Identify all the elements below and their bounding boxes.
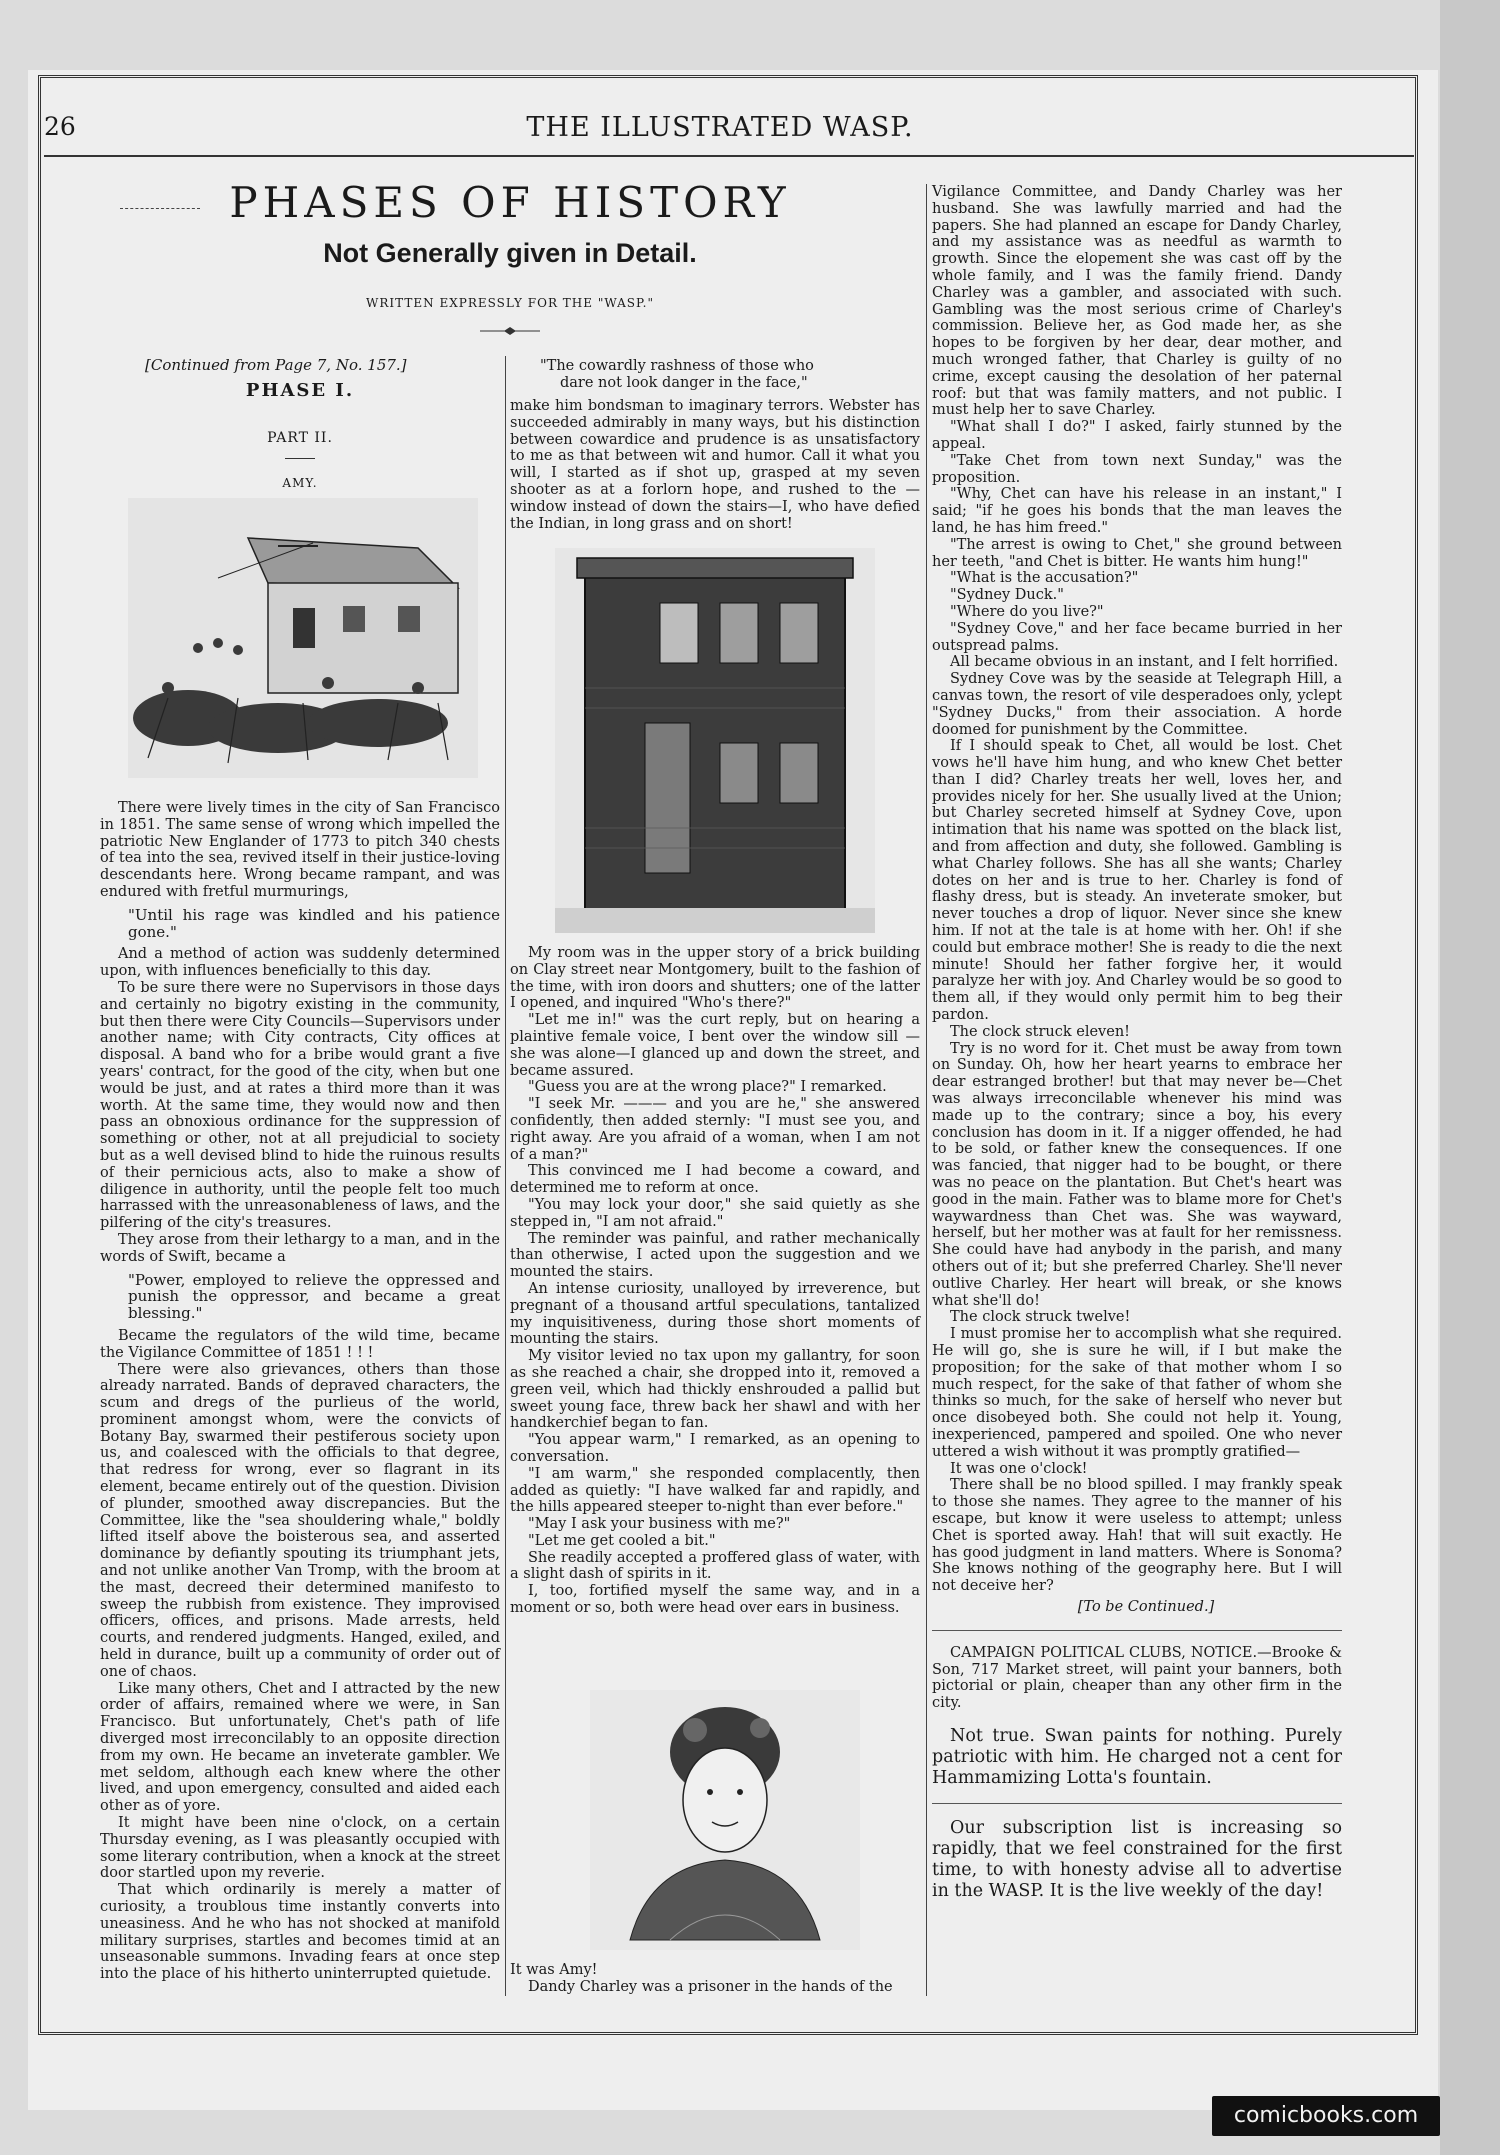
- paragraph: It might have been nine o'clock, on a certain Thursday evening, as I was pleasantly occupied with some literary contribution, when a knock at the street door startled upon my reverie.: [100, 1815, 500, 1882]
- section-divider: [932, 1803, 1342, 1804]
- paragraph: The clock struck eleven!: [950, 1023, 1130, 1040]
- paragraph: The reminder was painful, and rather mechanically than otherwise, I acted upon the suggestion and we mounted the stairs.: [510, 1230, 920, 1281]
- paragraph: That which ordinarily is merely a matter of curiosity, a troublous time instantly converts into uneasiness. And he who has not shocked at manifold military surprises, startles and becomes timid at an unseasonable summons. Invading fears at once step into the place of his hitherto uninterrupted quietude.: [100, 1882, 500, 1983]
- verse-quote: [510, 358, 920, 392]
- column-1: [100, 800, 500, 1983]
- paragraph: "Let me get cooled a bit.": [528, 1532, 716, 1549]
- page-number: 26: [44, 112, 76, 141]
- column-rule: [926, 184, 927, 1996]
- paragraph: She readily accepted a proffered glass of water, with a slight dash of spirits in it.: [510, 1549, 920, 1583]
- quote: "Until his rage was kindled and his patience gone.": [128, 905, 500, 941]
- paragraph: "I am warm," she responded complacently, then added as quietly: "I have walked far and rapidly, and the hills appeared steeper to-night than ever before.": [510, 1465, 920, 1516]
- phase-heading: PHASE I.: [245, 380, 355, 401]
- paragraph: Became the regulators of the wild time, became the Vigilance Committee of 1851 ! ! !: [100, 1327, 500, 1361]
- part-heading: PART II.: [267, 430, 333, 446]
- paragraph: make him bondsman to imaginary terrors. Webster has succeeded admirably in many ways, but his distinction between cowardice and prudence is as unsatisfactory to me as that between wit and humor. Call it what you will, I started as if shot up, grasped at my seven shooter as at a forlorn hope, and rushed to the —window instead of down the stairs—I, who have defied the Indian, in long grass and on short!: [510, 398, 920, 532]
- paragraph: And a method of action was suddenly determined upon, with influences beneficially to this day.: [100, 946, 500, 980]
- verse-line: "The cowardly rashness of those who: [540, 358, 814, 374]
- paragraph: "You may lock your door," she said quietly as she stepped in, "I am not afraid.": [510, 1196, 920, 1230]
- paragraph: "What shall I do?" I asked, fairly stunned by the appeal.: [932, 419, 1342, 452]
- watermark-logo: comicbooks.com: [1212, 2096, 1440, 2136]
- header-rule: [44, 155, 1414, 157]
- article-byline: WRITTEN EXPRESSLY FOR THE "WASP.": [366, 296, 654, 310]
- verse-line: dare not look danger in the face,": [560, 375, 808, 391]
- paragraph: It was one o'clock!: [950, 1460, 1088, 1477]
- paragraph: "Take Chet from town next Sunday," was the proposition.: [932, 452, 1342, 486]
- paragraph: "May I ask your business with me?": [528, 1516, 791, 1533]
- paragraph: "Sydney Duck.": [950, 587, 1064, 604]
- paragraph: The clock struck twelve!: [950, 1309, 1131, 1326]
- paragraph: Vigilance Committee, and Dandy Charley was her husband. She was lawfully married and had the papers. She had planned an escape for Dandy Charley, and my assistance was as needful as warmth to growth. Since the elopement she was cast off by the whole family, and I was the family friend. Dandy Charley was a gambler, and associated with such. Gambling was the most serious crime of Charley's commission. Believe her, as God made her, as she hopes to be forgiven by her dear, dear mother, and much wronged father, that Charley is guilty of no crime, except causing the desolation of her paternal roof: but that was family matters, and not public. I must help her to save Charley.: [932, 184, 1342, 419]
- paragraph: Sydney Cove was by the seaside at Telegraph Hill, a canvas town, the resort of vile desperadoes only, yclept "Sydney Ducks," from their association. A horde doomed for punishment by the Committee.: [932, 671, 1342, 738]
- paragraph: They arose from their lethargy to a man, and in the words of Swift, became a: [100, 1231, 500, 1265]
- paragraph: If I should speak to Chet, all would be lost. Chet vows he'll have him hung, and who knew Chet better than I did? Charley treats her well, loves her, and provides nicely for her. She usually lived at the Union; but Charley secreted himself at Sydney Cove, upon intimation that his name was spotted on the black list, and from affection and duty, she followed. Gambling is what Charley follows. She has all she wants; Charley dotes on her and is true to her. Charley is fond of flashy dress, but is steady. An inveterate smoker, but never touches a drop of liquor. Never since she knew him. If not at the tale is at home with her. Oh! if she could but embrace mother! She is ready to die the next minute! Should her father forgive her, it would paralyze her with joy. And Charley would be so good to them all, if they would only permit him to beg their pardon.: [932, 738, 1342, 1024]
- paragraph: "I seek Mr. ——— and you are he," she answered confidently, then added sternly: "I must see you, and right away. Are you afraid of a woman, when I am not of a man?": [510, 1096, 920, 1163]
- not-true-paragraph: Not true. Swan paints for nothing. Purely patriotic with him. He charged not a cent for Hammamizing Lotta's fountain.: [932, 1725, 1342, 1788]
- paragraph: "Let me in!" was the curt reply, but on hearing a plaintive female voice, I bent over the window sill —she was alone—I glanced up and down the street, and became assured.: [510, 1012, 920, 1079]
- section-rule: [285, 458, 315, 459]
- continued-from-note: [Continued from Page 7, No. 157.]: [145, 356, 407, 374]
- paragraph: Like many others, Chet and I attracted by the new order of affairs, remained where we were, in San Francisco. But unfortunately, Chet's path of life diverged most irreconcilably to an opposite direction from my own. He became an inveterate gambler. We met seldom, although each knew where the other lived, and upon emergency, consulted and aided each other as of yore.: [100, 1680, 500, 1815]
- section-divider: [932, 1630, 1342, 1631]
- column-3: [932, 184, 1342, 1902]
- article-title: PHASES OF HISTORY: [229, 178, 791, 227]
- paragraph: It was Amy!: [510, 1962, 598, 1978]
- paragraph: There shall be no blood spilled. I may frankly speak to those she names. They agree to the manner of his escape, but know it were useless to attempt; unless Chet is sported away. Hah! that will suit exactly. He has good judgment in land matters. Where is Sonoma? She knows nothing of the geography here. But I will not deceive her?: [932, 1477, 1342, 1595]
- column-2-bottom: [510, 1962, 920, 1996]
- paragraph: I, too, fortified myself the same way, and in a moment or so, both were head over ears in business.: [510, 1583, 920, 1617]
- amy-portrait-illustration: [590, 1690, 860, 1950]
- illustration-caption: AMY.: [282, 476, 318, 490]
- ornament-divider: [480, 326, 540, 337]
- paragraph: "The arrest is owing to Chet," she ground between her teeth, "and Chet is bitter. He wants him hung!": [932, 536, 1342, 570]
- brick-building-illustration: [555, 548, 875, 933]
- article-subtitle: Not Generally given in Detail.: [323, 238, 697, 268]
- column-2: [510, 945, 920, 1617]
- column-rule: [505, 356, 506, 1996]
- paragraph: An intense curiosity, unalloyed by irreverence, but pregnant of a thousand artful speculations, tantalized my inquisitiveness, during those short moments of mounting the stairs.: [510, 1280, 920, 1348]
- paragraph: Dandy Charley was a prisoner in the hands of the: [528, 1978, 893, 1995]
- paragraph: Try is no word for it. Chet must be away from town on Sunday. Oh, how her heart yearns to embrace her dear estranged brother! but that may never be—Chet was always irreconcilable whenever his mind was made up to the contrary; since a boy, his every conclusion has doom in it. If a nigger offended, he had to be sold, or father knew the consequences. If one was fancied, that nigger had to be bought, or there was no peace on the plantation. But Chet's heart was good in the main. Father was to blame more for Chet's waywardness than Chet was. She was wayward, herself, but her mother was at fault for her remissness. She could have had anybody in the parish, and many others out of it; but she preferred Charley. She'll never outlive Charley. Her heart will break, or she knows what she'll do!: [932, 1040, 1342, 1309]
- quote: "Power, employed to relieve the oppressed and punish the oppressor, and became a great blessing.": [128, 1270, 500, 1323]
- column-2-top: [510, 398, 920, 532]
- paragraph: I must promise her to accomplish what she required. He will go, she is sure he will, if I but make the proposition; for the sake of that mother whom I so much respect, for the sake of that father of whom she thinks so much, for the sake of herself who never but once disobeyed both. She could not help it. Young, inexperienced, pampered and spoiled. One who never uttered a wish without it was promptly gratified—: [932, 1326, 1342, 1460]
- paragraph: My room was in the upper story of a brick building on Clay street near Montgomery, built to the fashion of the time, with iron doors and shutters; one of the latter I opened, and inquired "Who's there?": [510, 945, 920, 1012]
- running-head: THE ILLUSTRATED WASP.: [526, 112, 914, 143]
- paragraph: "Where do you live?": [950, 603, 1104, 620]
- hanging-scene-illustration: [128, 498, 478, 778]
- page-edge: [1440, 0, 1500, 2155]
- paragraph: My visitor levied no tax upon my gallantry, for soon as she reached a chair, she dropped into it, removed a green veil, which had thickly enshrouded a pallid but sweet young face, threw back her shawl and with her handkerchief began to fan.: [510, 1348, 920, 1432]
- paragraph: "Why, Chet can have his release in an instant," I said; "if he goes his bonds that the man leaves the land, he has him freed.": [932, 486, 1342, 536]
- paragraph: There were also grievances, others than those already narrated. Bands of depraved characters, the scum and dregs of the purlieus of the world, prominent amongst whom, were the convicts of Botany Bay, swarmed their pestiferous society upon us, and coalesced with the officials to that degree, that redress for wrong, ever so flagrant in its element, became entirely out of the question. Division of plunder, smoothed away discrepancies. But the Committee, like the "sea shouldering whale," boldly lifted itself above the boisterous sea, and asserted dominance by defiantly spouting its triumphant jets, and not unlike another Van Tromp, with the broom at the mast, decreed their determined manifesto to sweep the rubbish from existence. They improvised officers, offices, and prisons. Made arrests, held courts, and rendered judgments. Hanged, exiled, and held in durance, built up a community of order out of one of chaos.: [100, 1361, 500, 1680]
- paragraph: "Guess you are at the wrong place?" I remarked.: [528, 1079, 887, 1096]
- paragraph: "What is the accusation?": [950, 570, 1139, 587]
- to-be-continued: [To be Continued.]: [1077, 1598, 1215, 1615]
- paragraph: To be sure there were no Supervisors in those days and certainly no bigotry existing in the community, but then there were City Councils—Supervisors under another name; with City contracts, City offices at disposal. A band who for a bribe would grant a five years' contract, for the good of the city, when but one would be just, and at rates a third more than it was worth. At the same time, they would now and then pass an obnoxious ordinance for the suppression of something or other, not at all prejudicial to society but as a well devised blind to hide the ruinous results of their pernicious acts, also to make a show of diligence in authority, until the people felt too much harrassed with the unreasonableness of laws, and the pilfering of the city's treasures.: [100, 979, 500, 1232]
- campaign-notice: CAMPAIGN POLITICAL CLUBS, NOTICE.—Brooke & Son, 717 Market street, will paint your banners, both pictorial or plain, cheaper than any other firm in the city.: [932, 1644, 1342, 1712]
- paragraph: All became obvious in an instant, and I felt horrified.: [950, 654, 1339, 671]
- paragraph: "Sydney Cove," and her face became burried in her outspread palms.: [932, 620, 1342, 654]
- paragraph: This convinced me I had become a coward, and determined me to reform at once.: [510, 1163, 920, 1197]
- paragraph: There were lively times in the city of San Francisco in 1851. The same sense of wrong which impelled the patriotic New Englander of 1773 to pitch 340 chests of tea into the sea, revived itself in their justice-loving descendants here. Wrong became rampant, and was endured with fretful murmurings,: [100, 800, 500, 900]
- paragraph: "You appear warm," I remarked, as an opening to conversation.: [510, 1432, 920, 1465]
- subscription-paragraph: Our subscription list is increasing so rapidly, that we feel constrained for the first time, to with honesty advise all to advertise in the WASP. It is the live weekly of the day!: [932, 1817, 1342, 1901]
